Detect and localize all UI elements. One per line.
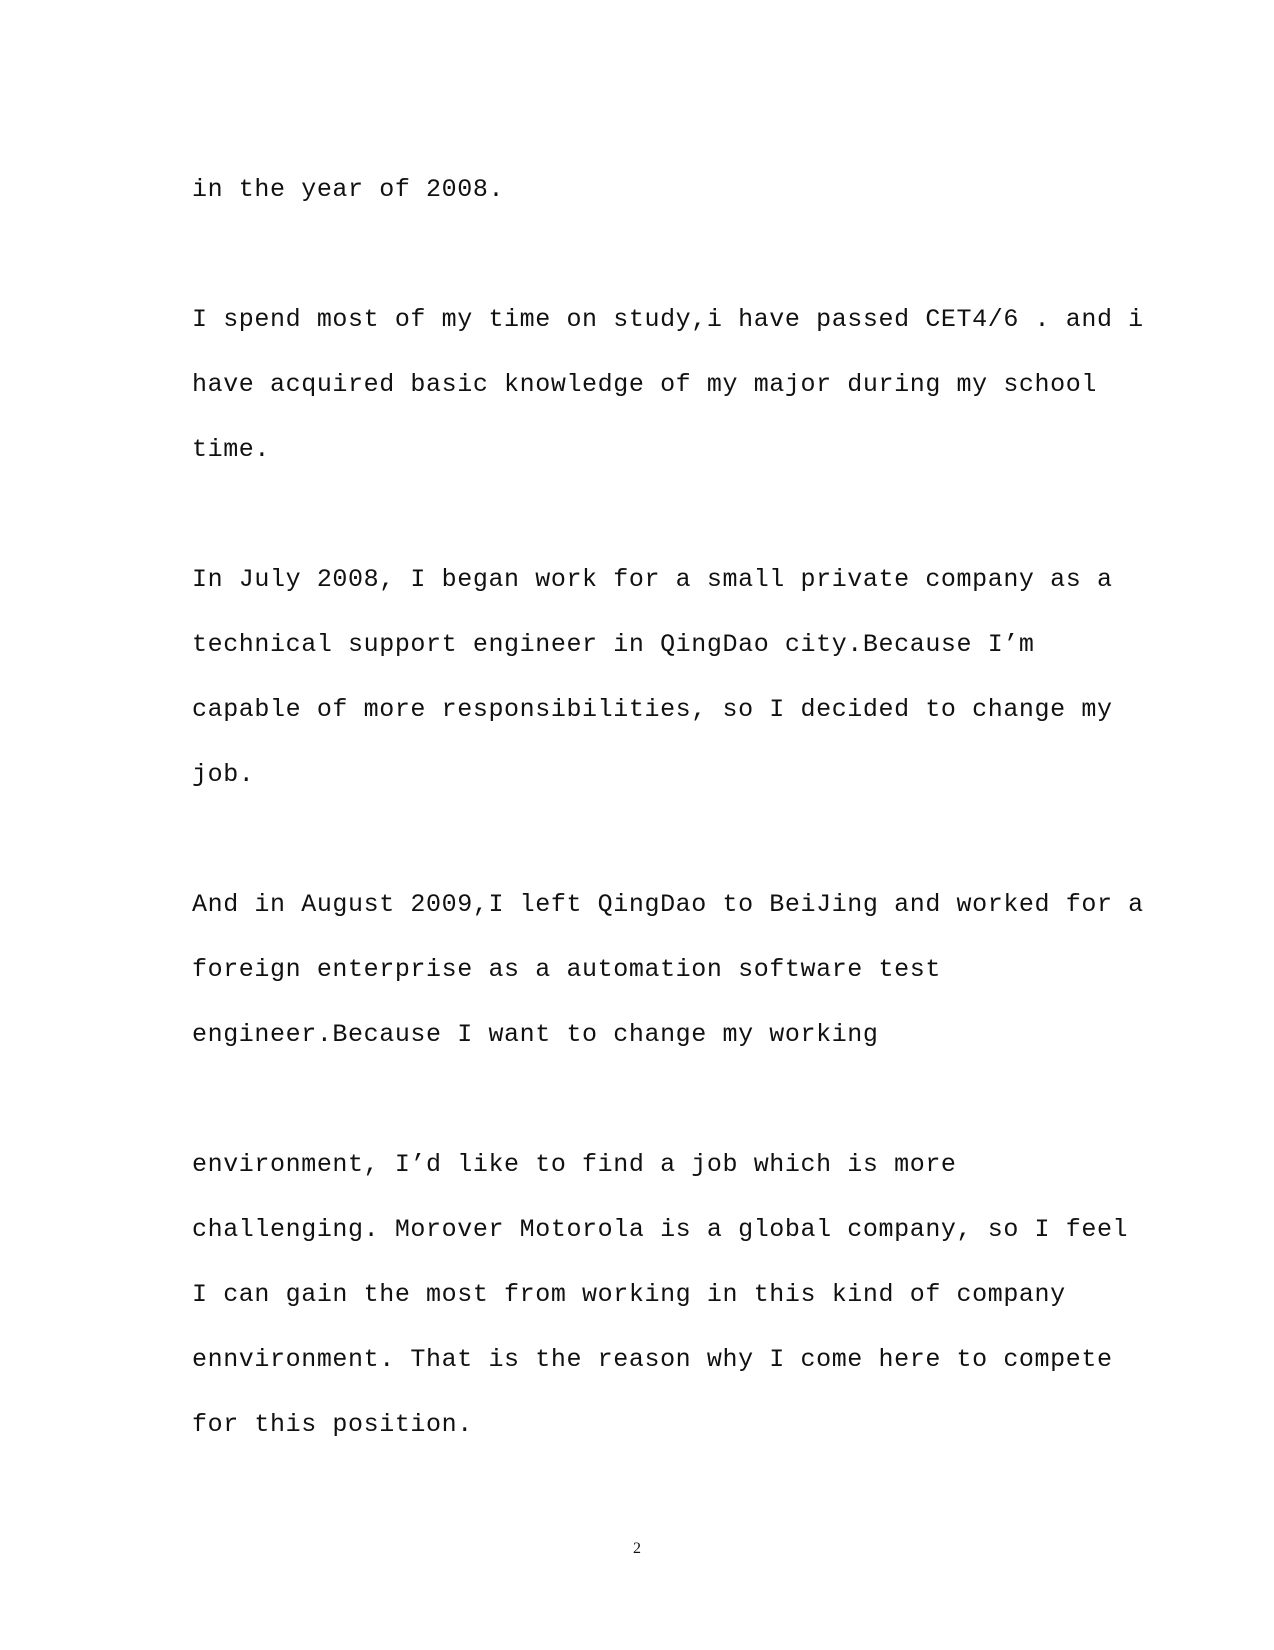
page-number: 2 xyxy=(633,1540,641,1557)
text-line: I can gain the most from working in this kind of company xyxy=(192,1280,1066,1309)
text-line: job. xyxy=(192,760,255,789)
text-line: challenging. Morover Motorola is a global company, so I feel xyxy=(192,1215,1129,1244)
text-line: I spend most of my time on study,i have passed CET4/6 . and i xyxy=(192,305,1144,334)
text-line: time. xyxy=(192,435,271,464)
text-line: capable of more responsibilities, so I decided to change my xyxy=(192,695,1113,724)
text-line: environment, I’d like to find a job which is more xyxy=(192,1150,957,1179)
text-line: technical support engineer in QingDao city.Because I’m xyxy=(192,630,1035,659)
text-line: for this position. xyxy=(192,1410,473,1439)
text-line: In July 2008, I began work for a small private company as a xyxy=(192,565,1113,594)
text-line: engineer.Because I want to change my working xyxy=(192,1020,879,1049)
text-line: And in August 2009,I left QingDao to BeiJing and worked for a xyxy=(192,890,1144,919)
text-line: have acquired basic knowledge of my major during my school xyxy=(192,370,1097,399)
text-line: ennvironment. That is the reason why I come here to compete xyxy=(192,1345,1113,1374)
text-line: in the year of 2008. xyxy=(192,175,505,204)
text-line: foreign enterprise as a automation software test xyxy=(192,955,941,984)
